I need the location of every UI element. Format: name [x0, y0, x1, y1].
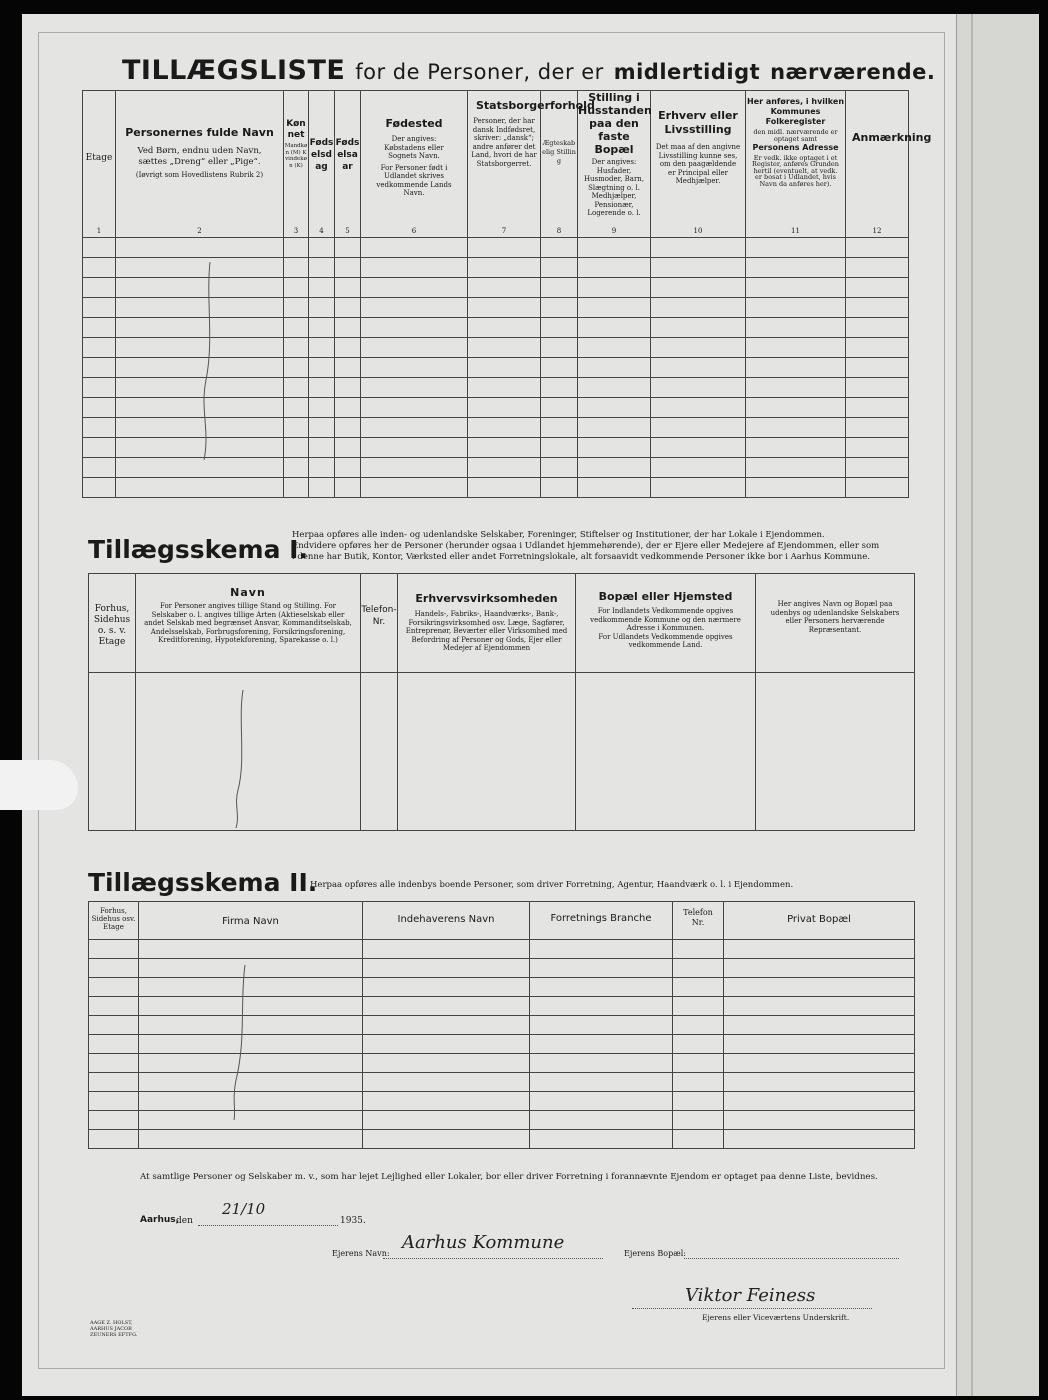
skema1-col-etage: Forhus, Sidehus o. s. v. Etage [89, 574, 136, 673]
col-folkeregister: Her anføres, i hvilken Kommunes Folkeregister den midl. nærværende er optaget samt Personens Adresse Er vedk. ikke optaget i et Register, anføres Grunden hertil (eventuelt, at vedk. er bosat i Udlandet, hvis Navn da anføres her). 11 [746, 91, 846, 238]
skema1-title: Tillægsskema I. [88, 535, 308, 564]
skema2-col-firma: Firma Navn [139, 902, 363, 940]
title-bold: TILLÆGSLISTE [122, 55, 346, 86]
skema1-col-telefon: Telefon-Nr. [361, 574, 398, 673]
col-etage: Etage 1 [83, 91, 116, 238]
title-end: nærværende. [770, 60, 936, 84]
skema2-col-indehaver: Indehaverens Navn [363, 902, 530, 940]
skema1-col-navn: Navn For Personer angives tillige Stand og Stilling. For Selskaber o. l. angives tillige Arten (Aktieselskab eller andet Selskab med begrænset Ansvar, Kommanditselskab, Andelsselskab, Forbrugsforening, Forsikringsforening, Kreditforening, Hypotekforening, Sparekasse o. l.) [136, 574, 361, 673]
den-label: den [176, 1216, 193, 1226]
skema2-col-branche: Forretnings Branche [530, 902, 673, 940]
title-mid: midlertidigt [613, 60, 761, 84]
signature-handwriting: Viktor Feiness [685, 1285, 816, 1306]
signature-label: Ejerens eller Viceværtens Underskrift. [702, 1313, 850, 1322]
owner-label: Ejerens Navn: [332, 1249, 390, 1258]
col-fodselsdag: Fødselsdag 4 [309, 91, 335, 238]
skema1-col-bopael: Bopæl eller Hjemsted For Indlandets Vedkommende opgives vedkommende Kommune og den nærmere Adresse i Kommunen. For Udlandets Vedkommende opgives vedkommende Land. [576, 574, 756, 673]
date-line [198, 1215, 338, 1226]
skema2-col-bopael: Privat Bopæl [724, 902, 915, 940]
city-label: Aarhus, [140, 1215, 180, 1225]
col-kon: Kønnet Mandkøn (M) Kvindekøn (K) 3 [284, 91, 309, 238]
col-stilling: Stilling i Husstanden paa den faste Bopæl Der angives: Husfader, Husmoder, Barn, Slægtning o. l. Medhjælper, Pensionær, Logerende o. l. 9 [578, 91, 651, 238]
skema2-title: Tillægsskema II. [88, 868, 318, 897]
owner-handwriting: Aarhus Kommune [402, 1232, 565, 1253]
printer-mark: AAGE Z. HOLST, AARHUS JACOB ZEUNERS EFTFG. [90, 1320, 138, 1338]
address-label: Ejerens Bopæl: [624, 1249, 687, 1258]
year: 1935. [340, 1216, 366, 1226]
skema1-desc-1: Herpaa opføres alle inden- og udenlandske Selskaber, Foreninger, Stiftelser og Institutioner, der har Lokale i Ejendommen. [292, 530, 825, 540]
col-aegteskab: Ægteskabelig Stilling 8 [541, 91, 578, 238]
col-fodselsaar: Fødselsaar 5 [335, 91, 361, 238]
skema1-desc-2: Endvidere opføres her de Personer (herunder ogsaa i Udlandet hjemmehørende), der er Ejere eller Medejere af Ejendommen, eller som [292, 541, 880, 551]
col-fodested: Fødested Der angives: Købstadens eller Sognets Navn. For Personer født i Udlandet skrives vedkommende Lands Navn. 6 [361, 91, 468, 238]
skema2-col-telefon: Telefon Nr. [673, 902, 724, 940]
address-line [684, 1248, 899, 1259]
col-anmaerkning: Anmærkning 12 [846, 91, 909, 238]
skema2-col-etage: Forhus, Sidehus osv. Etage [89, 902, 139, 940]
skema1-col-erhverv: Erhvervsvirksomheden Handels-, Fabriks-, Haandværks-, Bank-, Forsikringsvirksomhed osv. Læge, Sagfører, Entreprenør, Beværter eller Virksomhed med Befordring af Personer og Gods, Ejer eller Medejer af Ejendommen [398, 574, 576, 673]
skema1-desc-3: i denne har Butik, Kontor, Værksted eller andet Forretningslokale, alt forsaavidt vedkommende Personer ikke bor i Aarhus Kommune. [292, 552, 870, 562]
attestation-text: At samtlige Personer og Selskaber m. v., som har lejet Lejlighed eller Lokaler, bor eller driver Forretning i forannævnte Ejendom er optaget paa denne Liste, bevidnes. [140, 1172, 878, 1182]
skema1-col-repraesentant: Her angives Navn og Bopæl paa udenbys og udenlandske Selskabers eller Personers herværende Repræsentant. [756, 574, 915, 673]
col-navn: Personernes fulde Navn Ved Børn, endnu uden Navn, sættes „Dreng“ eller „Pige“. (Iøvrigt som Hovedlistens Rubrik 2) 2 [116, 91, 284, 238]
col-statsborger: Statsborgerforhold Personer, der har dansk Indfødsret, skriver: „dansk“; andre anfører det Land, hvori de har Statsborgerret. 7 [468, 91, 541, 238]
col-erhverv: Erhverv eller Livsstilling Det maa af den angivne Livsstilling kunne ses, om den paagældende er Principal eller Medhjælper. 10 [651, 91, 746, 238]
date-handwriting: 21/10 [222, 1200, 266, 1218]
skema2-description: Herpaa opføres alle indenbys boende Personer, som driver Forretning, Agentur, Haandværk o. l. i Ejendommen. [310, 880, 794, 890]
signature-line [632, 1298, 872, 1309]
title-rest: for de Personer, der er [355, 60, 604, 84]
